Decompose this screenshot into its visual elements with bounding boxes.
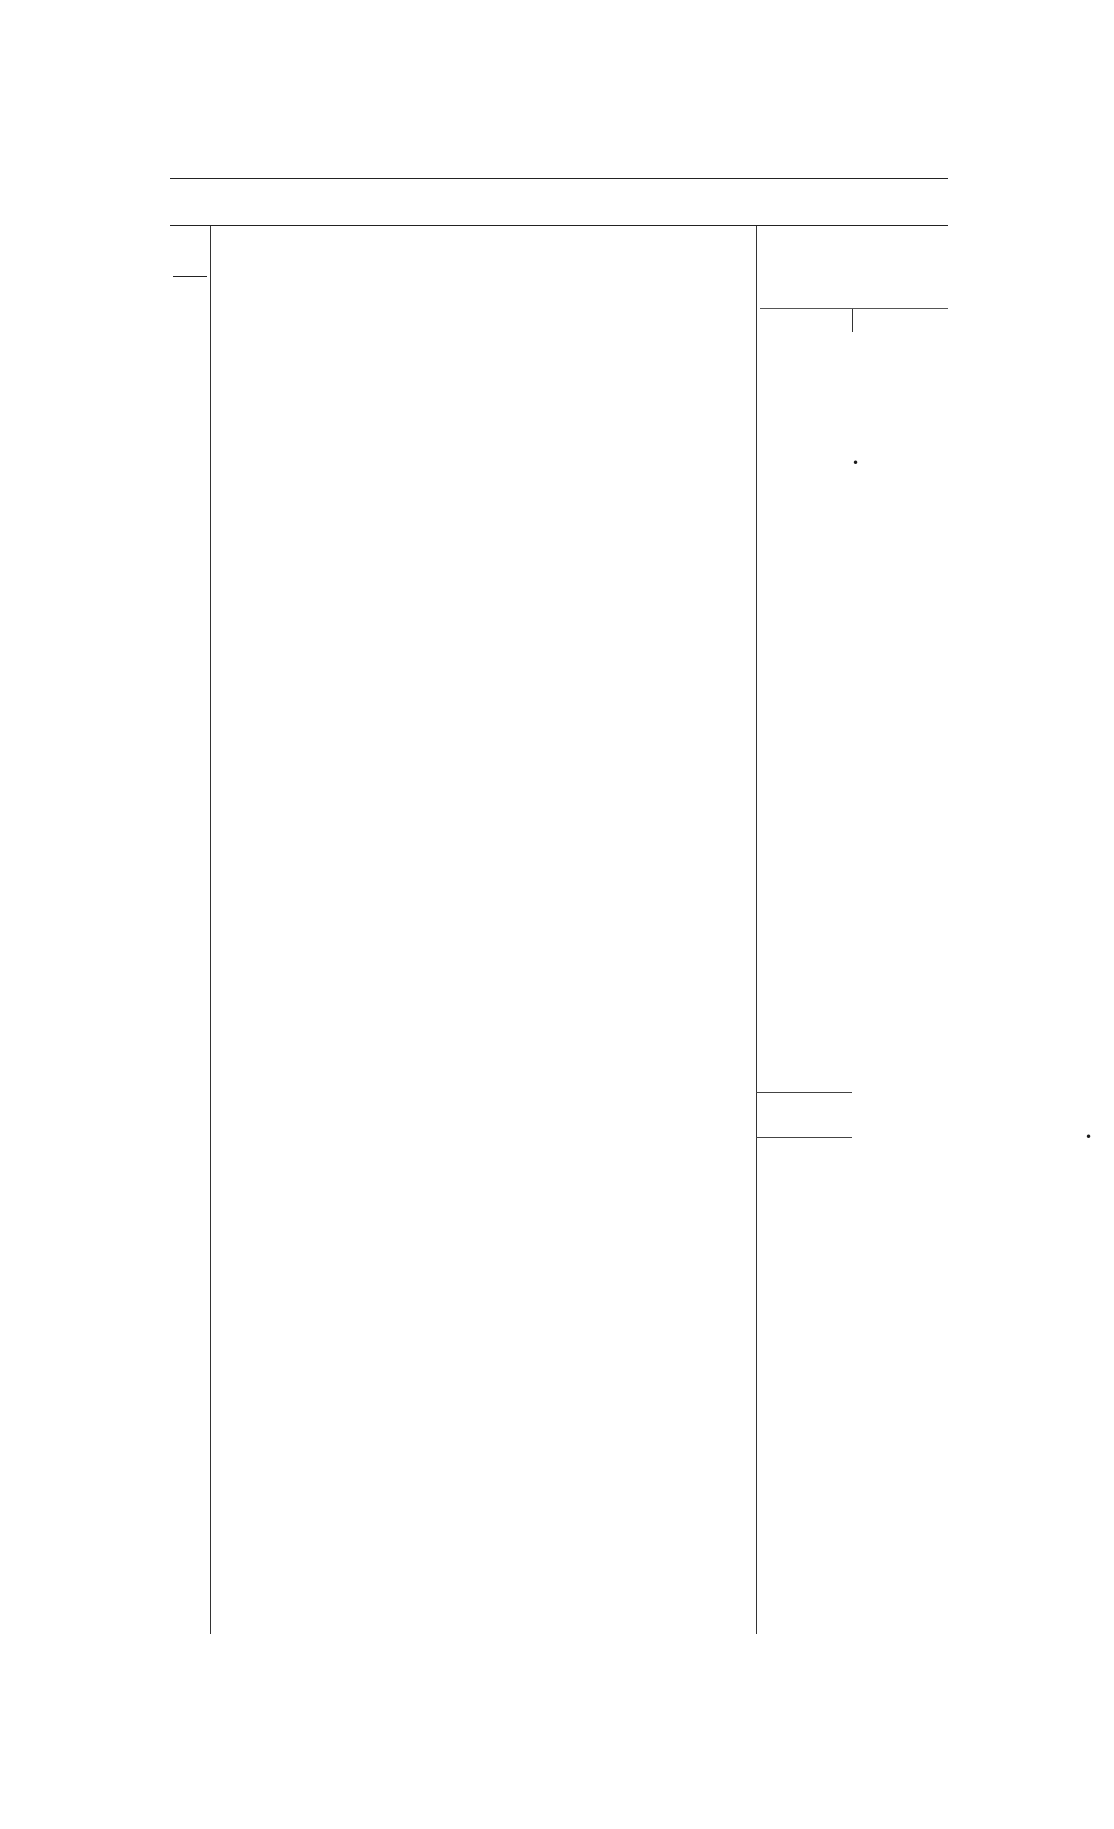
pound-column-divider [852,308,853,332]
header-rule-top [170,178,948,179]
salaries-total-box [756,1092,852,1138]
print-mark: • [852,456,860,470]
year-header-rule [760,308,948,309]
item-header-rule [173,276,207,277]
item-column-divider [210,226,211,1634]
print-mark-margin: • [1085,1130,1093,1144]
header-rule-bottom [170,225,948,226]
amount-column-divider [756,226,757,1634]
